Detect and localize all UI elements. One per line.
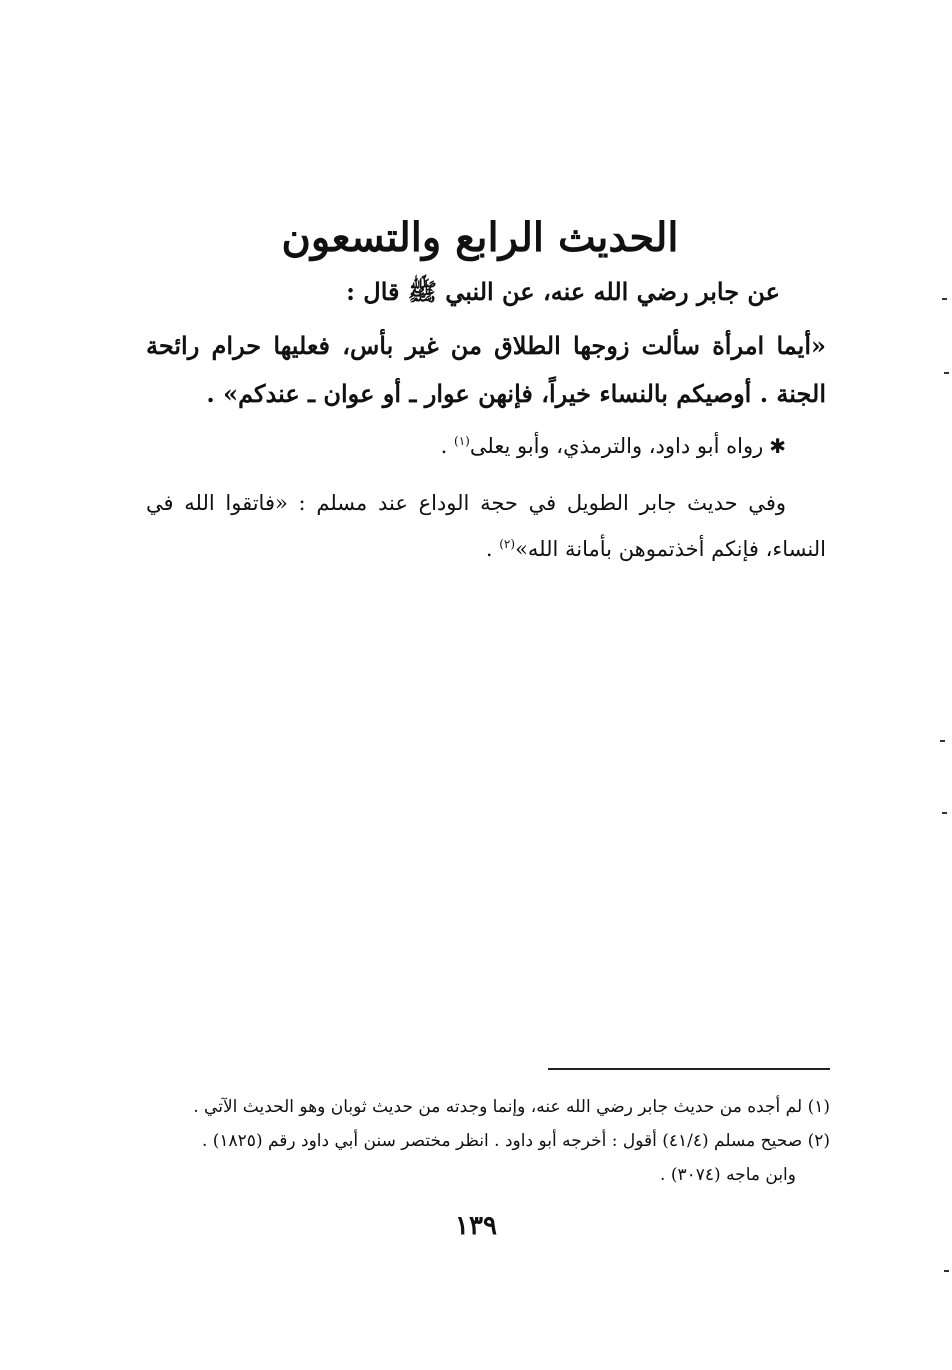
margin-mark xyxy=(940,740,945,742)
asterisk-icon: ✱ xyxy=(769,434,786,458)
hadith-intro: عن جابر رضي الله عنه، عن النبي ﷺ قال : xyxy=(346,277,780,306)
additional-narration xyxy=(146,480,826,572)
additional-text: وفي حديث جابر الطويل في حجة الوداع عند مسلم : «فاتقوا الله في النساء، فإنكم أخذتموهن بأمانة الله» xyxy=(146,491,826,561)
footnote-2-continuation: وابن ماجه (٣٠٧٤) . xyxy=(660,1165,796,1185)
margin-mark xyxy=(942,812,947,814)
footnote-ref-1: (١) xyxy=(454,434,470,448)
footnotes xyxy=(150,1090,830,1192)
additional-end: . xyxy=(485,537,500,561)
source-end: . xyxy=(440,434,455,458)
margin-mark xyxy=(944,1270,949,1272)
source-text: رواه أبو داود، والترمذي، وأبو يعلى xyxy=(469,434,764,458)
margin-mark xyxy=(944,372,949,374)
hadith-heading: الحديث الرابع والتسعون xyxy=(281,214,679,261)
footnote-ref-2: (٢) xyxy=(499,537,516,551)
footnote-divider xyxy=(548,1068,830,1070)
footnote-1: (١) لم أجده من حديث جابر رضي الله عنه، وإنما وجدته من حديث ثوبان وهو الحديث الآتي . xyxy=(193,1097,830,1117)
hadith-text: «أيما امرأة سألت زوجها الطلاق من غير بأس، فعليها حرام رائحة الجنة . أوصيكم بالنساء خيراً، فإنهن عوار ـ أو عوان ـ عندكم» . xyxy=(146,331,826,408)
footnote-2: (٢) صحيح مسلم (٤١/٤) أقول : أخرجه أبو داود . انظر مختصر سنن أبي داود رقم (١٨٢٥) . xyxy=(201,1131,830,1151)
hadith-source xyxy=(150,428,786,464)
page-number: ١٣٩ xyxy=(455,1211,497,1241)
margin-mark xyxy=(942,298,947,300)
